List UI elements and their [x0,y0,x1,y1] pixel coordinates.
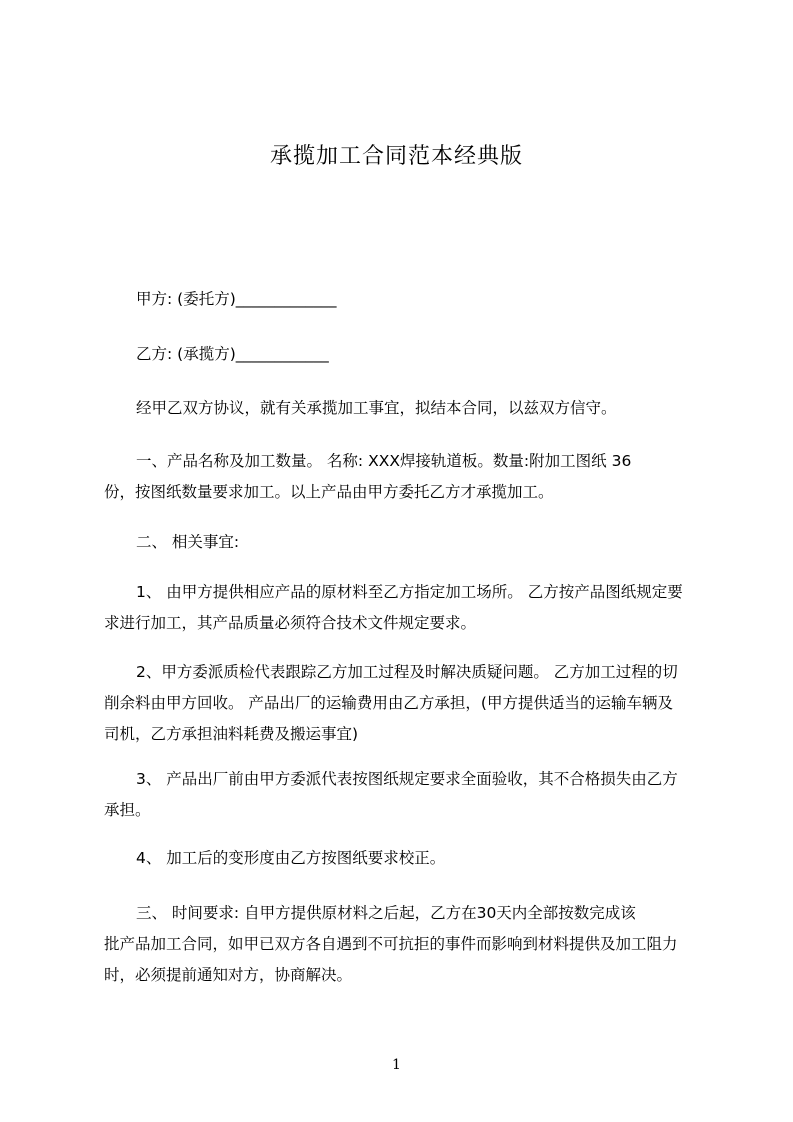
item-4-paragraph: 4、 加工后的变形度由乙方按图纸要求校正。 [136,849,446,867]
party-b-line: 乙方: (承揽方)____________ [136,345,329,363]
item-2-line-3: 司机，乙方承担油料耗费及搬运事宜) [104,725,359,743]
item-3-line-2: 承担。 [104,801,151,819]
item-2-paragraph [104,657,708,750]
item-1-line-2: 求进行加工，其产品质量必须符合技术文件规定要求。 [104,614,477,632]
section-3-line-3: 时，必须提前通知对方，协商解决。 [104,966,353,984]
item-3-line-1: 3、 产品出厂前由甲方委派代表按图纸规定要求全面验收，其不合格损失由乙方 [136,770,678,788]
item-1-paragraph [104,577,708,639]
section-3-line-1: 三、 时间要求: 自甲方提供原材料之后起，乙方在30天内全部按数完成该 [136,904,636,922]
intro-paragraph: 经甲乙双方协议，就有关承揽加工事宜，拟结本合同，以兹双方信守。 [136,399,617,417]
section-1-line-2: 份，按图纸数量要求加工。以上产品由甲方委托乙方才承揽加工。 [104,483,554,501]
section-2-heading: 二、 相关事宜: [136,533,240,551]
party-a-line: 甲方: (委托方)_____________ [136,290,337,308]
section-1-line-1: 一、产品名称及加工数量。 名称: XXX焊接轨道板。数量:附加工图纸 36 [136,452,632,470]
section-3-paragraph [104,898,708,991]
page-number: 1 [392,1057,401,1073]
section-3-line-2: 批产品加工合同，如甲已双方各自遇到不可抗拒的事件而影响到材料提供及加工阻力 [104,935,678,953]
item-1-line-1: 1、 由甲方提供相应产品的原材料至乙方指定加工场所。 乙方按产品图纸规定要 [136,583,683,601]
item-2-line-1: 2、甲方委派质检代表跟踪乙方加工过程及时解决质疑问题。 乙方加工过程的切 [136,663,678,681]
item-3-paragraph [104,764,708,826]
item-2-line-2: 削余料由甲方回收。 产品出厂的运输费用由乙方承担，(甲方提供适当的运输车辆及 [104,694,673,712]
section-1-paragraph [104,446,708,508]
document-title: 承揽加工合同范本经典版 [269,144,523,169]
